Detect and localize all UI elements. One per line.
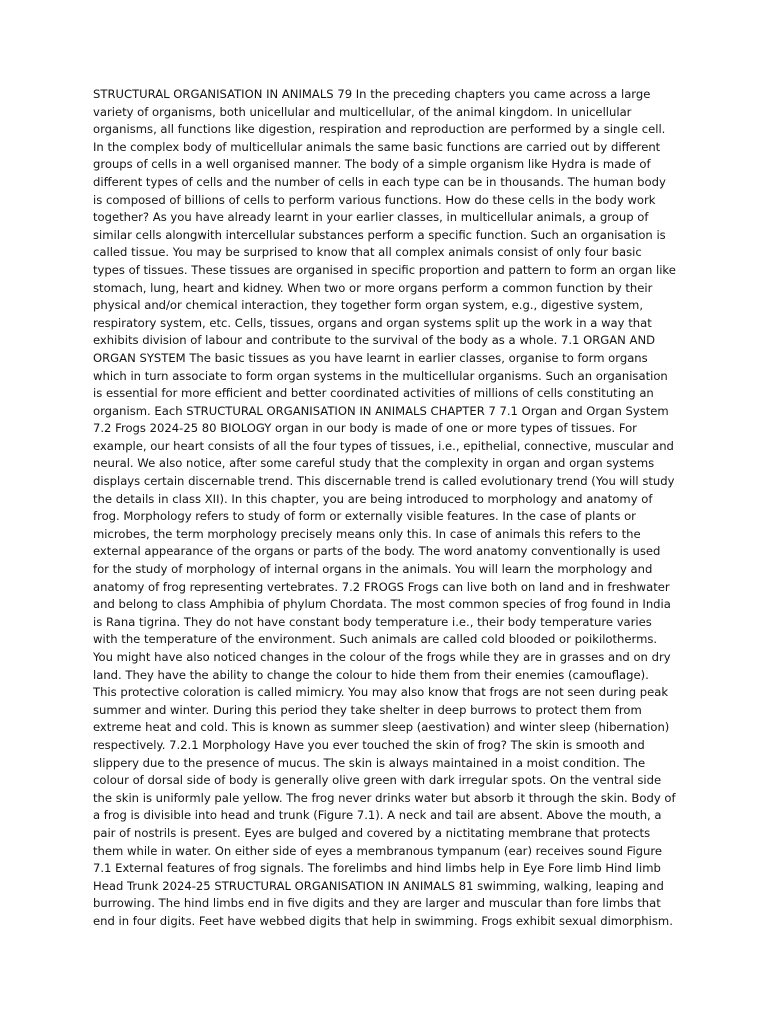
body-text: STRUCTURAL ORGANISATION IN ANIMALS 79 In the preceding chapters you came across a large variety of organisms, both unicellular and multicellular, of the animal kingdom. In unicellular organisms, all functions like digestion, respiration and reproduction are performed by a single cell. In the complex body of multicellular animals the same basic functions are carried out by different groups of cells in a well organised manner. The body of a simple organism like Hydra is made of different types of cells and the number of cells in each type can be in thousands. The human body is composed of billions of cells to perform various functions. How do these cells in the body work together? As you have already learnt in your earlier classes, in multicellular animals, a group of similar cells alongwith intercellular substances perform a specific function. Such an organisation is called tissue. You may be surprised to know that all complex animals consist of only four basic types of tissues. These tissues are organised in specific proportion and pattern to form an organ like stomach, lung, heart and kidney. When two or more organs perform a common function by their physical and/or chemical interaction, they together form organ system, e.g., digestive system, respiratory system, etc. Cells, tissues, organs and organ systems split up the work in a way that exhibits division of labour and contribute to the survival of the body as a whole. 7.1 ORGAN AND ORGAN SYSTEM The basic tissues as you have learnt in earlier classes, organise to form organs which in turn associate to form organ systems in the multicellular organisms. Such an organisation is essential for more efficient and better coordinated activities of millions of cells constituting an organism. Each STRUCTURAL ORGANISATION IN ANIMALS CHAPTER 7 7.1 Organ and Organ System 7.2 Frogs 2024-25 80 BIOLOGY organ in our body is made of one or more types of tissues. For example, our heart consists of all the four types of tissues, i.e., epithelial, connective, muscular and neural. We also notice, after some careful study that the complexity in organ and organ systems displays certain discernable trend. This discernable trend is called evolutionary trend (You will study the details in class XII). In this chapter, you are being introduced to morphology and anatomy of frog. Morphology refers to study of form or externally visible features. In the case of plants or microbes, the term morphology precisely means only this. In case of animals this refers to the external appearance of the organs or parts of the body. The word anatomy conventionally is used for the study of morphology of internal organs in the animals. You will learn the morphology and anatomy of frog representing vertebrates. 7.2 FROGS Frogs can live both on land and in freshwater and belong to class Amphibia of phylum Chordata. The most common species of frog found in India is Rana tigrina. They do not have constant body temperature i.e., their body temperature varies with the temperature of the environment. Such animals are called cold blooded or poikilotherms. You might have also noticed changes in the colour of the frogs while they are in grasses and on dry land. They have the ability to change the colour to hide them from their enemies (camouflage). This protective coloration is called mimicry. You may also know that frogs are not seen during peak summer and winter. During this period they take shelter in deep burrows to protect them from extreme heat and cold. This is known as summer sleep (aestivation) and winter sleep (hibernation) respectively. 7.2.1 Morphology Have you ever touched the skin of frog? The skin is smooth and slippery due to the presence of mucus. The skin is always maintained in a moist condition. The colour of dorsal side of body is generally olive green with dark irregular spots. On the ventral side the skin is uniformly pale yellow. The frog never drinks water but absorb it through the skin. Body of a frog is divisible into head and trunk (Figure 7.1). A neck and tail are absent. Above the mouth, a pair of nostrils is present. Eyes are bulged and covered by a nictitating membrane that protects them while in water. On either side of eyes a membranous tympanum (ear) receives sound Figure 7.1 External features of frog signals. The forelimbs and hind limbs help in Eye Fore limb Hind limb Head Trunk 2024-25 STRUCTURAL ORGANISATION IN ANIMALS 81 swimming, walking, leaping and burrowing. The hind limbs end in five digits and they are larger and muscular than fore limbs that end in four digits. Feet have webbed digits that help in swimming. Frogs exhibit sexual dimorphism. bbox=[93, 87, 676, 928]
